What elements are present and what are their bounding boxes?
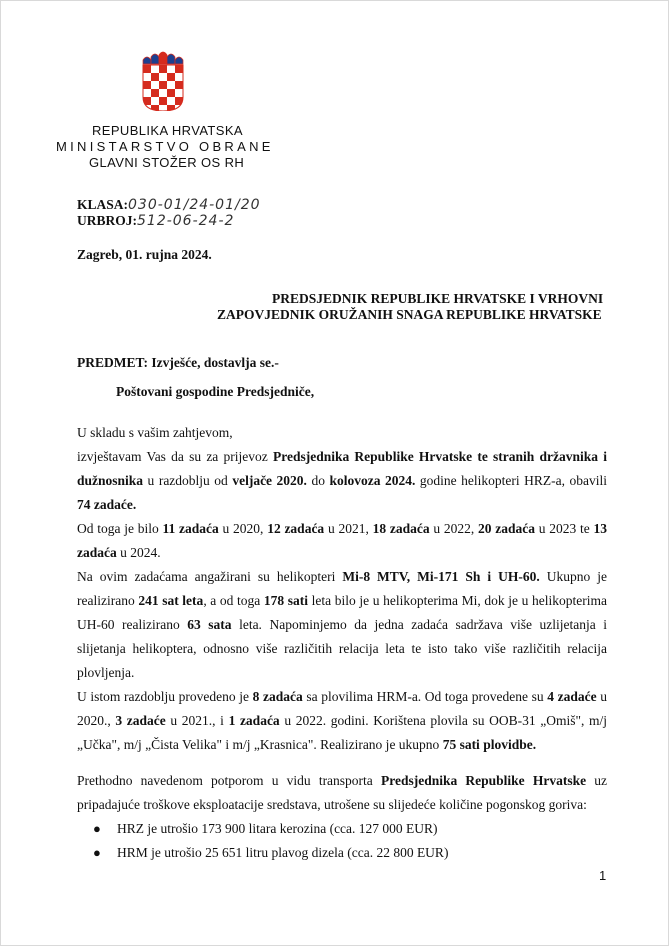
list-item-hrm: HRM je utrošio 25 651 litru plavog dizela (cca. 22 800 EUR): [117, 845, 449, 860]
p2-line-1: Od toga je bilo 11 zadaća u 2020, 12 zadaća u 2021, 18 zadaća u 2022, 20 zadaća u 2023 te 13: [77, 521, 608, 536]
recipient-line-1: PREDSJEDNIK REPUBLIKE HRVATSKE I VRHOVNI: [272, 291, 604, 306]
header-line-1: REPUBLIKA HRVATSKA: [92, 123, 243, 138]
header-line-2: MINISTARSTVO OBRANE: [56, 139, 274, 154]
bullet-icon: ●: [93, 821, 101, 836]
p3-line-2: realizirano 241 sat leta, a od toga 178 sati leta bilo je u helikopterima Mi, dok je u helikopterima: [77, 593, 607, 608]
p5-line-2: pripadajuće troškove eksploatacije sredstava, utrošene su slijedeće količine pogonskog goriva:: [77, 797, 587, 812]
p3-line-5: plovljenja.: [77, 665, 135, 680]
place-date: Zagreb, 01. rujna 2024.: [77, 247, 212, 262]
list-item-hrz: HRZ je utrošio 173 900 litara kerozina (cca. 127 000 EUR): [117, 821, 438, 836]
recipient-line-2: ZAPOVJEDNIK ORUŽANIH SNAGA REPUBLIKE HRVATSKE: [217, 307, 602, 322]
urbroj-label: URBROJ:: [77, 213, 137, 228]
p4-line-3: „Učka", m/j „Čista Velika" i m/j „Krasnica". Realizirano je ukupno 75 sati plovidbe.: [77, 737, 537, 752]
p1-line-4: 74 zadaće.: [77, 497, 137, 512]
urbroj-row: [77, 213, 234, 229]
coat-of-arms-crown: [143, 52, 183, 64]
p1-line-3: dužnosnika u razdoblju od veljače 2020. do kolovoza 2024. godine helikopteri HRZ-a, obavili: [77, 473, 607, 488]
p4-line-1: U istom razdoblju provedeno je 8 zadaća sa plovilima HRM-a. Od toga provedene su 4 zadaće u: [77, 689, 607, 704]
subject: PREDMET: Izvješće, dostavlja se.-: [77, 355, 279, 370]
coat-of-arms-icon: [142, 49, 184, 111]
klasa-label: KLASA:: [77, 197, 129, 212]
p1-line-2: izvještavam Vas da su za prijevoz Predsjednika Republike Hrvatske te stranih državnika i: [77, 449, 607, 464]
salutation: Poštovani gospodine Predsjedniče,: [116, 384, 315, 399]
p4-line-2: 2020., 3 zadaće u 2021., i 1 zadaća u 2022. godini. Korištena plovila su OOB-31 „Omiš", m/j: [77, 713, 607, 728]
p5-line-1: Prethodno navedenom potporom u vidu transporta Predsjednika Republike Hrvatske uz: [77, 773, 607, 788]
page-number: 1: [599, 868, 607, 883]
urbroj-value: 512-06-24-2: [137, 213, 235, 229]
klasa-row: [77, 197, 261, 213]
p3-line-4: slijetanja helikoptera, odnosno više različitih relacija leta te isto tako više različitih relacija: [77, 641, 607, 656]
klasa-value: 030-01/24-01/20: [128, 197, 261, 213]
p1-line-1: U skladu s vašim zahtjevom,: [77, 425, 233, 440]
coat-of-arms-shield: [143, 65, 183, 111]
p2-line-2: zadaća u 2024.: [77, 545, 161, 560]
p3-line-1: Na ovim zadaćama angažirani su helikopteri Mi-8 MTV, Mi-171 Sh i UH-60. Ukupno je: [77, 569, 607, 584]
p3-line-3: UH-60 realizirano 63 sata leta. Napominjemo da jedna zadaća sadržava više uzlijetanja i: [77, 617, 607, 632]
header-line-3: GLAVNI STOŽER OS RH: [89, 155, 245, 170]
bullet-icon: ●: [93, 845, 101, 860]
